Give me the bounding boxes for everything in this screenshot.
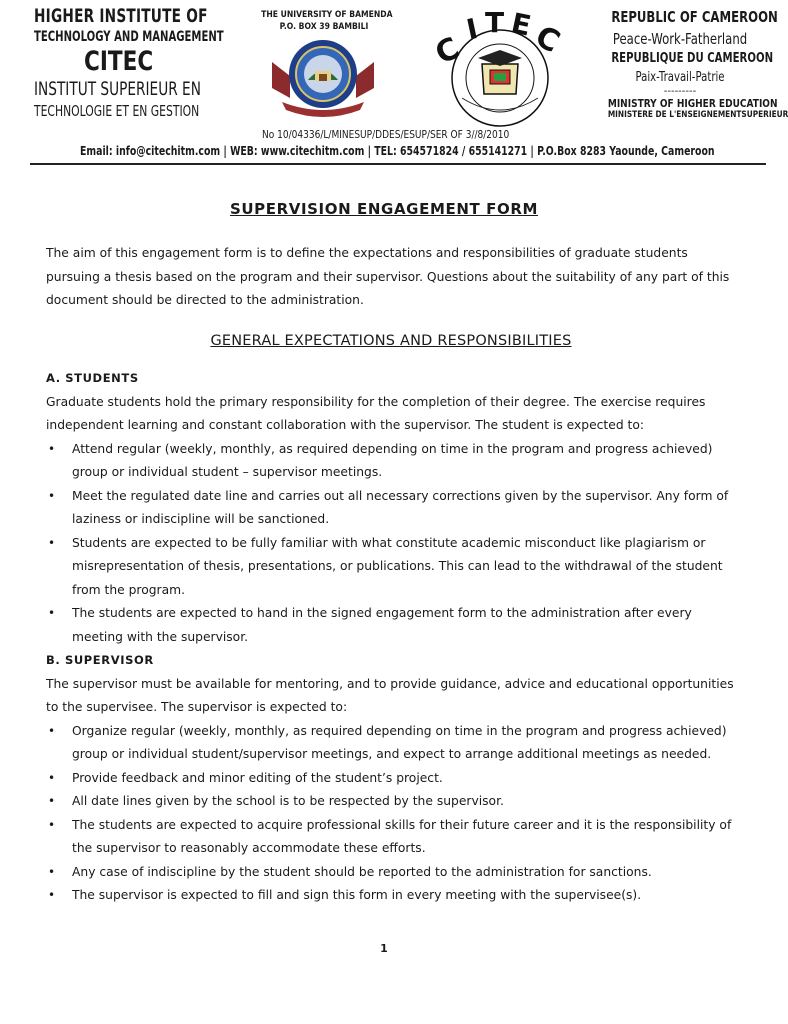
list-item: • Provide feedback and minor editing of the student’s project. [46,767,736,791]
letterhead [0,0,788,165]
supervisor-heading: B. SUPERVISOR [46,653,154,667]
supervisor-intro: The supervisor must be available for mentoring, and to provide guidance, advice and educational opportunities to the supervisee. The supervisor is expected to: [46,676,734,714]
list-item: • Organize regular (weekly, monthly, as required depending on time in the program and progress achieved) group or individual student/supervisor meetings, and expect to arrange additional meetings as needed. [46,720,736,767]
republic-motto-french: Paix-Travail-Patrie [635,70,725,85]
ministry-name: MINISTRY OF HIGHER EDUCATION [607,97,778,110]
list-item: • Students are expected to be fully familiar with what constitute academic misconduct like plagiarism or misrepresentation of thesis, presentations, or publications. This can lead to the withdrawal of the student from the program. [46,532,736,603]
section-title: GENERAL EXPECTATIONS AND RESPONSIBILITIES [210,332,572,349]
government-block [592,6,788,121]
institute-name-french-line2: TECHNOLOGIE ET EN GESTION [34,102,200,120]
list-item: • Any case of indiscipline by the student should be reported to the administration for sanctions. [46,861,736,885]
students-intro: Graduate students hold the primary responsibility for the completion of their degree. The exercise requires independent learning and constant collaboration with the supervisor. The student is expected to: [46,394,706,432]
contact-line: Email: info@citechitm.com | WEB: www.citechitm.com | TEL: 654571824 / 655141271 | P.O.Box 8283 Yaounde, Cameroon [80,144,715,158]
supervisor-list [46,720,736,908]
university-address: P.O. BOX 39 BAMBILI [279,22,369,32]
svg-text:E: E [508,6,534,43]
institute-acronym: CITEC [84,46,154,77]
document-body [46,242,736,908]
svg-text:I: I [463,11,481,47]
institute-name-line2: TECHNOLOGY AND MANAGEMENT [34,29,224,45]
header-rule [30,163,766,165]
students-list [46,438,736,650]
citec-logo-icon [430,6,570,130]
list-item: • All date lines given by the school is to be respected by the supervisor. [46,790,736,814]
republic-name: REPUBLIC OF CAMEROON [611,8,778,26]
page-number: 1 [380,942,388,955]
university-block [250,9,398,33]
header-divider: --------- [663,86,697,97]
list-item: • Attend regular (weekly, monthly, as required depending on time in the program and progress achieved) group or individual student – supervisor meetings. [46,438,736,485]
form-title: SUPERVISION ENGAGEMENT FORM [229,200,538,218]
list-item: • The students are expected to acquire professional skills for their future career and it is the responsibility of the supervisor to reasonably accommodate these efforts. [46,814,736,861]
republic-motto: Peace-Work-Fatherland [612,30,748,48]
republic-name-french: REPUBLIQUE DU CAMEROON [611,51,774,66]
svg-text:T: T [485,6,505,39]
ministry-name-french: MINISTERE DE L'ENSEIGNEMENTSUPERIEUR [607,110,788,120]
intro-paragraph: The aim of this engagement form is to define the expectations and responsibilities of graduate students pursuing a thesis based on the program and their supervisor. Questions about the suitability of any part of this document should be directed to the administration. [46,246,730,307]
svg-text:C: C [430,30,466,72]
list-item: • Meet the regulated date line and carries out all necessary corrections given by the supervisor. Any form of laziness or indiscipline will be sanctioned. [46,485,736,532]
institute-name-french-line1: INSTITUT SUPERIEUR EN [34,78,201,100]
university-name: THE UNIVERSITY OF BAMENDA [261,10,393,20]
list-item: • The supervisor is expected to fill and sign this form in every meeting with the supervisee(s). [46,884,736,908]
svg-text:C: C [529,18,566,61]
list-item: • The students are expected to hand in the signed engagement form to the administration after every meeting with the supervisor. [46,602,736,649]
institute-name-block [34,4,234,122]
students-heading: A. STUDENTS [46,371,139,385]
institute-name-line1: HIGHER INSTITUTE OF [34,5,208,27]
registration-number: No 10/04336/L/MINESUP/DDES/ESUP/SER OF 3//8/2010 [262,128,510,141]
university-seal-icon [268,36,378,116]
